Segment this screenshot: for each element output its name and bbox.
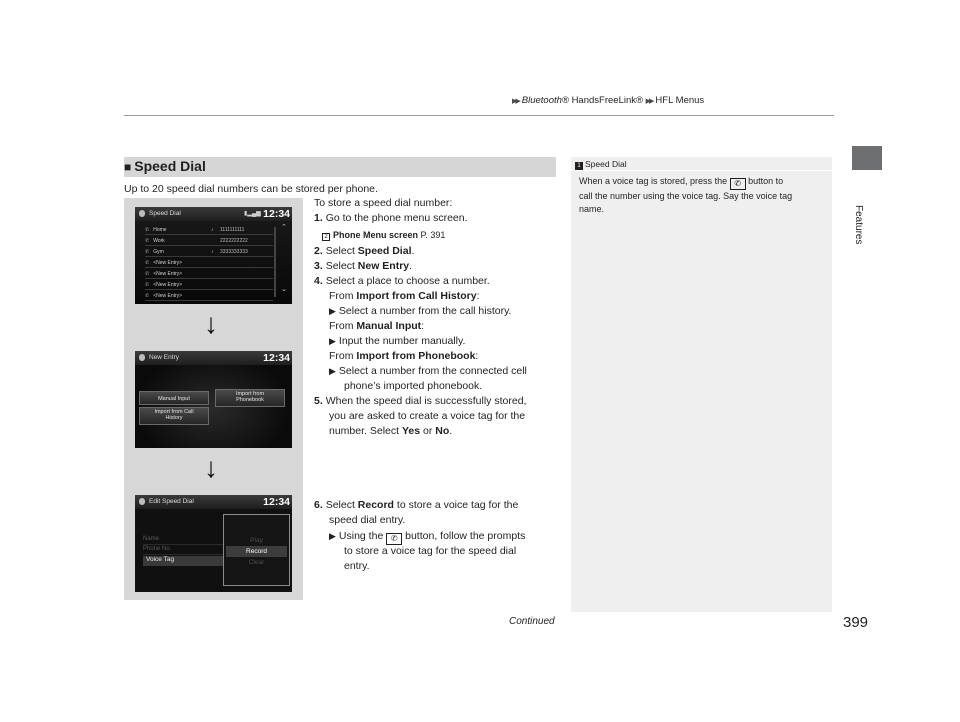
- signal-icon: ▮▂▄▆: [244, 211, 261, 217]
- voice-tag-icon: ♪: [211, 227, 214, 233]
- list-item[interactable]: ✆ <New Entry>: [145, 291, 273, 301]
- down-arrow-icon: ↓: [204, 452, 218, 483]
- handset-icon: ✆: [145, 282, 150, 288]
- sub-step: ▶ Select a number from the connected cell: [329, 365, 527, 377]
- breadcrumb-arrow-icon: ▶▶: [512, 98, 519, 105]
- breadcrumb-arrow-icon: ▶▶: [645, 98, 653, 105]
- import-from-phonebook-button[interactable]: Import from Phonebook: [215, 389, 285, 407]
- handset-icon: ✆: [145, 260, 150, 266]
- voice-tag-field[interactable]: Voice Tag: [143, 556, 223, 566]
- sub-step-cont: to store a voice tag for the speed dial: [344, 545, 517, 557]
- side-note-title: 1 Speed Dial: [571, 157, 832, 171]
- phone-icon: [139, 210, 145, 217]
- talk-button-icon: ✆: [386, 533, 402, 545]
- play-option[interactable]: Play: [250, 537, 263, 544]
- phone-no-field[interactable]: Phone No.: [143, 546, 223, 555]
- intro-text: Up to 20 speed dial numbers can be stored per phone.: [124, 183, 378, 195]
- record-option[interactable]: Record: [226, 546, 287, 557]
- option-call-history: From Import from Call History:: [329, 290, 480, 302]
- scroll-up-icon[interactable]: ⌃: [281, 224, 287, 231]
- screen-title-bar: Speed Dial: [135, 207, 292, 221]
- import-from-call-history-button[interactable]: Import from Call History: [139, 407, 209, 425]
- scrollbar[interactable]: [274, 227, 276, 297]
- handset-icon: ✆: [145, 249, 150, 255]
- talk-button-icon: ✆: [730, 178, 746, 190]
- handset-icon: ✆: [145, 238, 150, 244]
- name-field[interactable]: Name: [143, 536, 223, 545]
- list-item[interactable]: ✆ Gym ♪ 3333333333: [145, 247, 273, 257]
- breadcrumb: [512, 95, 704, 106]
- step-5-cont: you are asked to create a voice tag for the: [329, 410, 526, 422]
- list-item[interactable]: ✆ <New Entry>: [145, 280, 273, 290]
- chapter-label: Features: [853, 205, 864, 245]
- note-number-icon: 1: [575, 162, 583, 170]
- list-item[interactable]: ✆ <New Entry>: [145, 258, 273, 268]
- square-bullet-icon: ■: [124, 160, 132, 174]
- handset-icon: ✆: [145, 227, 150, 233]
- sub-step-arrow-icon: ▶: [329, 336, 336, 346]
- steps-lead: To store a speed dial number:: [314, 197, 453, 209]
- sub-step: ▶ Input the number manually.: [329, 335, 466, 347]
- chapter-tab: [852, 146, 882, 170]
- section-title: ■ Speed Dial: [124, 158, 206, 174]
- step-6: 6. Select Record to store a voice tag for the: [314, 499, 519, 511]
- side-note-panel: [571, 157, 832, 612]
- clock: 12:34: [263, 208, 290, 220]
- sub-step-arrow-icon: ▶: [329, 531, 336, 541]
- cross-reference[interactable]: 2 Phone Menu screen P. 391: [322, 228, 445, 243]
- scroll-down-icon[interactable]: ⌄: [281, 286, 287, 293]
- phone-icon: [139, 354, 145, 361]
- down-arrow-icon: ↓: [204, 308, 218, 339]
- step-4: 4. Select a place to choose a number.: [314, 275, 490, 287]
- step-2: 2. Select Speed Dial.: [314, 245, 415, 257]
- sub-step-arrow-icon: ▶: [329, 366, 336, 376]
- continued-label: Continued: [509, 616, 555, 627]
- option-manual-input: From Manual Input:: [329, 320, 425, 332]
- reference-icon: 2: [322, 233, 330, 241]
- breadcrumb-hfl-menus: HFL Menus: [655, 95, 705, 106]
- screen-title-bar: New Entry: [135, 351, 292, 365]
- new-entry-screen: [135, 351, 292, 448]
- clock: 12:34: [263, 352, 290, 364]
- handset-icon: ✆: [145, 293, 150, 299]
- clear-option[interactable]: Clear: [248, 559, 265, 566]
- list-item[interactable]: ✆ Home ♪ 1111111111: [145, 225, 273, 235]
- step-3: 3. Select New Entry.: [314, 260, 413, 272]
- sub-step: ▶ Select a number from the call history.: [329, 305, 512, 317]
- handset-icon: ✆: [145, 271, 150, 277]
- sub-step: ▶ Using the ✆ button, follow the prompts: [329, 530, 526, 543]
- header-divider: [124, 115, 834, 116]
- edit-speed-dial-screen: [135, 495, 292, 592]
- speed-dial-screen: [135, 207, 292, 304]
- screen-title-bar: Edit Speed Dial: [135, 495, 292, 509]
- clock: 12:34: [263, 496, 290, 508]
- step-5: 5. When the speed dial is successfully stored,: [314, 395, 527, 407]
- side-note-text: When a voice tag is stored, press the ✆ button to call the number using the voice tag. Say the voice tag name.: [579, 176, 793, 214]
- sub-step-cont: phone’s imported phonebook.: [344, 380, 483, 392]
- manual-input-button[interactable]: Manual Input: [139, 391, 209, 405]
- page-number: 399: [843, 614, 869, 631]
- phone-icon: [139, 498, 145, 505]
- list-item[interactable]: ✆ <New Entry>: [145, 269, 273, 279]
- breadcrumb-handsfreelink: ® HandsFreeLink®: [561, 95, 643, 106]
- voice-tag-options-panel: [223, 514, 290, 586]
- step-1: 1. Go to the phone menu screen.: [314, 212, 468, 224]
- sub-step-arrow-icon: ▶: [329, 306, 336, 316]
- list-item[interactable]: ✆ Work 2222222222: [145, 236, 273, 246]
- step-5-cont: number. Select Yes or No.: [329, 425, 453, 437]
- sub-step-cont: entry.: [344, 560, 370, 572]
- step-6-cont: speed dial entry.: [329, 514, 406, 526]
- breadcrumb-bluetooth: Bluetooth: [521, 95, 562, 106]
- option-phonebook: From Import from Phonebook:: [329, 350, 479, 362]
- voice-tag-icon: ♪: [211, 249, 214, 255]
